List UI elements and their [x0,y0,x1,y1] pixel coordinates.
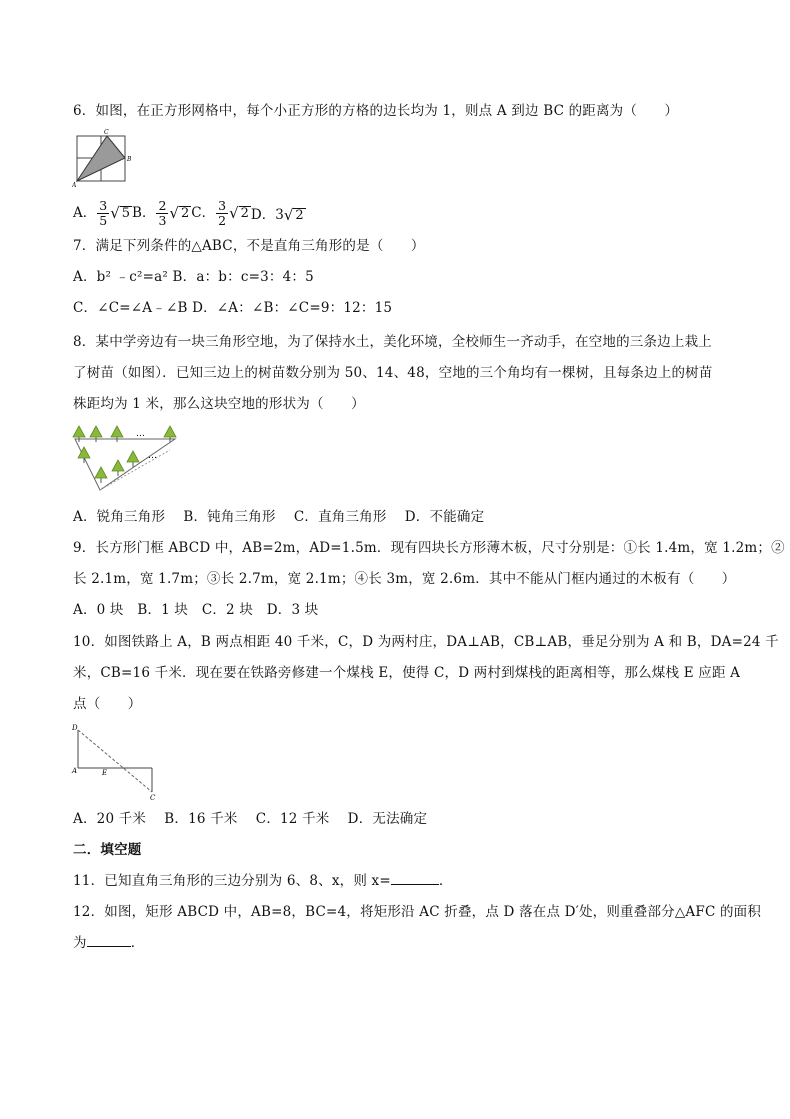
option-d-letter: D． [250,206,276,223]
denominator: 2 [218,212,227,228]
radical: √ 5 [110,204,131,222]
question-7-text: 7．满足下列条件的△ABC，不是直角三角形的是（ ） [73,238,425,254]
question-6-options [73,196,306,230]
question-8-line-1: 8．某中学旁边有一块三角形空地，为了保持水土，美化环境，全校师生一齐动手，在空地的三条边上栽上 [73,334,712,350]
question-8-options: A．锐角三角形 B．钝角三角形 C．直角三角形 D．不能确定 [73,509,485,525]
question-10-line-1: 10．如图铁路上 A，B 两点相距 40 千米，C，D 为两村庄，DA⊥AB，CB⊥AB，垂足分别为 A 和 B，DA=24 千 [73,634,779,650]
answer-blank [391,871,439,885]
option-a [73,199,132,228]
tree-icon [112,460,124,476]
radical: √ 2 [169,204,190,222]
numerator: 3 [218,197,227,213]
question-8-tree-figure [70,424,186,494]
section-heading-fill-blank: 二．填空题 [73,842,142,858]
radicand: 5 [121,206,131,221]
denominator: 5 [99,212,108,228]
label-a: A [72,182,77,188]
question-9-options: A．0 块 B．1 块 C．2 块 D．3 块 [73,602,319,618]
tree-icon [111,426,123,442]
label-c: C [150,794,156,802]
question-12-period: ． [130,935,145,951]
answer-blank [87,933,131,947]
question-11 [73,871,723,891]
option-c [191,199,251,228]
label-c: C [104,129,109,136]
numerator: 2 [158,197,167,213]
question-12-line-1: 12．如图，矩形 ABCD 中，AB=8，BC=4，将矩形沿 AC 折叠，点 D 落在点 D′处，则重叠部分△AFC 的面积 [73,904,762,920]
segment-dc-dashed [78,730,152,792]
radicand: 2 [295,208,304,224]
question-6-grid-figure [72,128,134,188]
question-9-line-2: 长 2.1m，宽 1.7m；③长 2.7m，宽 2.1m；④长 3m，宽 2.6m．其中不能从门框内通过的木板有（ ） [73,571,736,587]
radicand: 2 [240,206,249,221]
label-d: D [72,724,78,732]
fraction [216,199,228,228]
ellipsis-top: … [136,429,145,439]
question-11-period: ． [438,873,453,889]
tree-icon [90,426,102,442]
question-10-line-2: 米，CB=16 千米．现在要在铁路旁修建一个煤栈 E，使得 C，D 两村到煤栈的距离相等，那么煤栈 E 应距 A [73,665,741,681]
label-b: B [127,156,132,163]
question-7-options-ab: A．b² ﹣c²=a² B．a：b：c=3：4：5 [73,269,314,285]
ellipsis-diagonal: … [148,451,157,461]
question-10-options: A．20 千米 B．16 千米 C．12 千米 D．无法确定 [73,811,428,827]
question-11-text: 11．已知直角三角形的三边分别为 6、8、x，则 x= [73,873,391,889]
question-8-line-2: 了树苗（如图）．已知三边上的树苗数分别为 50、14、48，空地的三个角均有一棵树，且每条边上的树苗 [73,365,713,381]
numerator: 3 [99,197,108,213]
question-7-options-cd: C．∠C=∠A﹣∠B D．∠A：∠B：∠C=9：12：15 [73,300,393,316]
option-b-letter: B． [132,204,156,221]
option-d [251,203,306,224]
question-6-text: 6．如图，在正方形网格中，每个小正方形的方格的边长均为 1，则点 A 到边 BC 的距离为（ ） [73,103,679,119]
label-a: A [72,767,78,775]
triangle-field [75,439,175,490]
option-c-letter: C． [191,204,216,221]
denominator: 3 [158,212,167,228]
radical: √ 2 [283,206,304,225]
question-10-railway-figure [70,722,165,804]
question-12-line-2 [73,933,723,953]
question-9-line-1: 9．长方形门框 ABCD 中，AB=2m，AD=1.5m．现有四块长方形薄木板，尺寸分别是：①长 1.4m，宽 1.2m；② [73,540,785,556]
coefficient: 3 [275,206,284,223]
radical: √ 2 [229,204,249,222]
option-a-letter: A． [73,204,97,221]
question-8-line-3: 株距均为 1 米，那么这块空地的形状为（ ） [73,396,365,412]
fraction [97,199,109,228]
question-12-text: 为 [73,935,87,951]
label-e: E [102,769,108,777]
radicand: 2 [180,206,190,221]
option-b [132,199,191,228]
tree-icon [95,467,107,483]
fraction [156,199,168,228]
question-10-line-3: 点（ ） [73,696,142,712]
